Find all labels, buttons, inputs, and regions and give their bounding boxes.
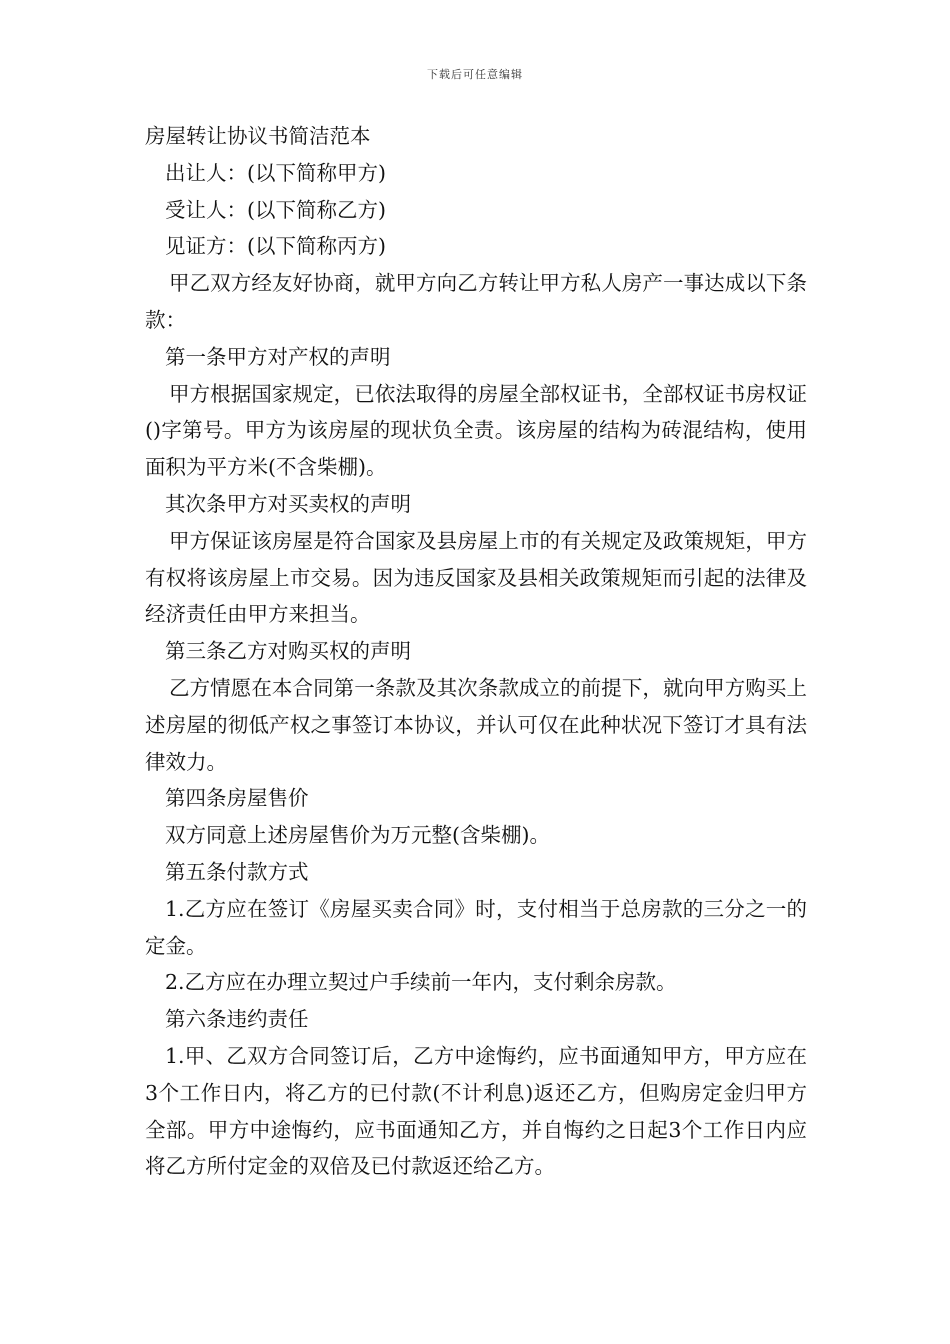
article-5-item-1: 1.乙方应在签订《房屋买卖合同》时，支付相当于总房款的三分之一的定金。 [145,896,807,958]
article-2-heading: 其次条甲方对买卖权的声明 [165,491,411,516]
party-transferor: 出让人：(以下简称甲方) [165,160,386,185]
preamble-paragraph: 甲乙双方经友好协商，就甲方向乙方转让甲方私人房产一事达成以下条款： [145,271,807,332]
document-body [145,118,807,1185]
article-6-item-1: 1.甲、乙双方合同签订后，乙方中途悔约，应书面通知甲方，甲方应在3个工作日内，将乙方的已付款(不计利息)返还乙方，但购房定金归甲方全部。甲方中途悔约，应书面通知乙方，并自悔约之日起3个工作日内应将乙方所付定金的双倍及已付款返还给乙方。 [145,1043,807,1179]
article-6-heading: 第六条违约责任 [165,1007,309,1032]
article-3-heading: 第三条乙方对购买权的声明 [165,639,411,664]
document-title: 房屋转让协议书简洁范本 [145,124,371,148]
article-2-body: 甲方保证该房屋是符合国家及县房屋上市的有关规定及政策规矩，甲方有权将该房屋上市交易。因为违反国家及县相关政策规矩而引起的法律及经济责任由甲方来担当。 [145,528,807,627]
article-4-body: 双方同意上述房屋售价为万元整(含柴棚)。 [165,823,550,848]
article-5-item-2: 2.乙方应在办理立契过户手续前一年内，支付剩余房款。 [165,970,677,995]
header-note: 下载后可任意编辑 [427,68,523,81]
article-1-body: 甲方根据国家规定，已依法取得的房屋全部权证书，全部权证书房权证()字第号。甲方为该房屋的现状负全责。该房屋的结构为砖混结构，使用面积为平方米(不含柴棚)。 [145,381,807,480]
article-5-heading: 第五条付款方式 [165,859,309,884]
article-4-heading: 第四条房屋售价 [165,786,309,811]
party-witness: 见证方：(以下简称丙方) [165,234,386,259]
article-3-body: 乙方情愿在本合同第一条款及其次条款成立的前提下，就向甲方购买上述房屋的彻低产权之事签订本协议，并认可仅在此种状况下签订才具有法律效力。 [145,675,807,774]
party-transferee: 受让人：(以下简称乙方) [165,197,386,222]
article-1-heading: 第一条甲方对产权的声明 [165,344,391,369]
